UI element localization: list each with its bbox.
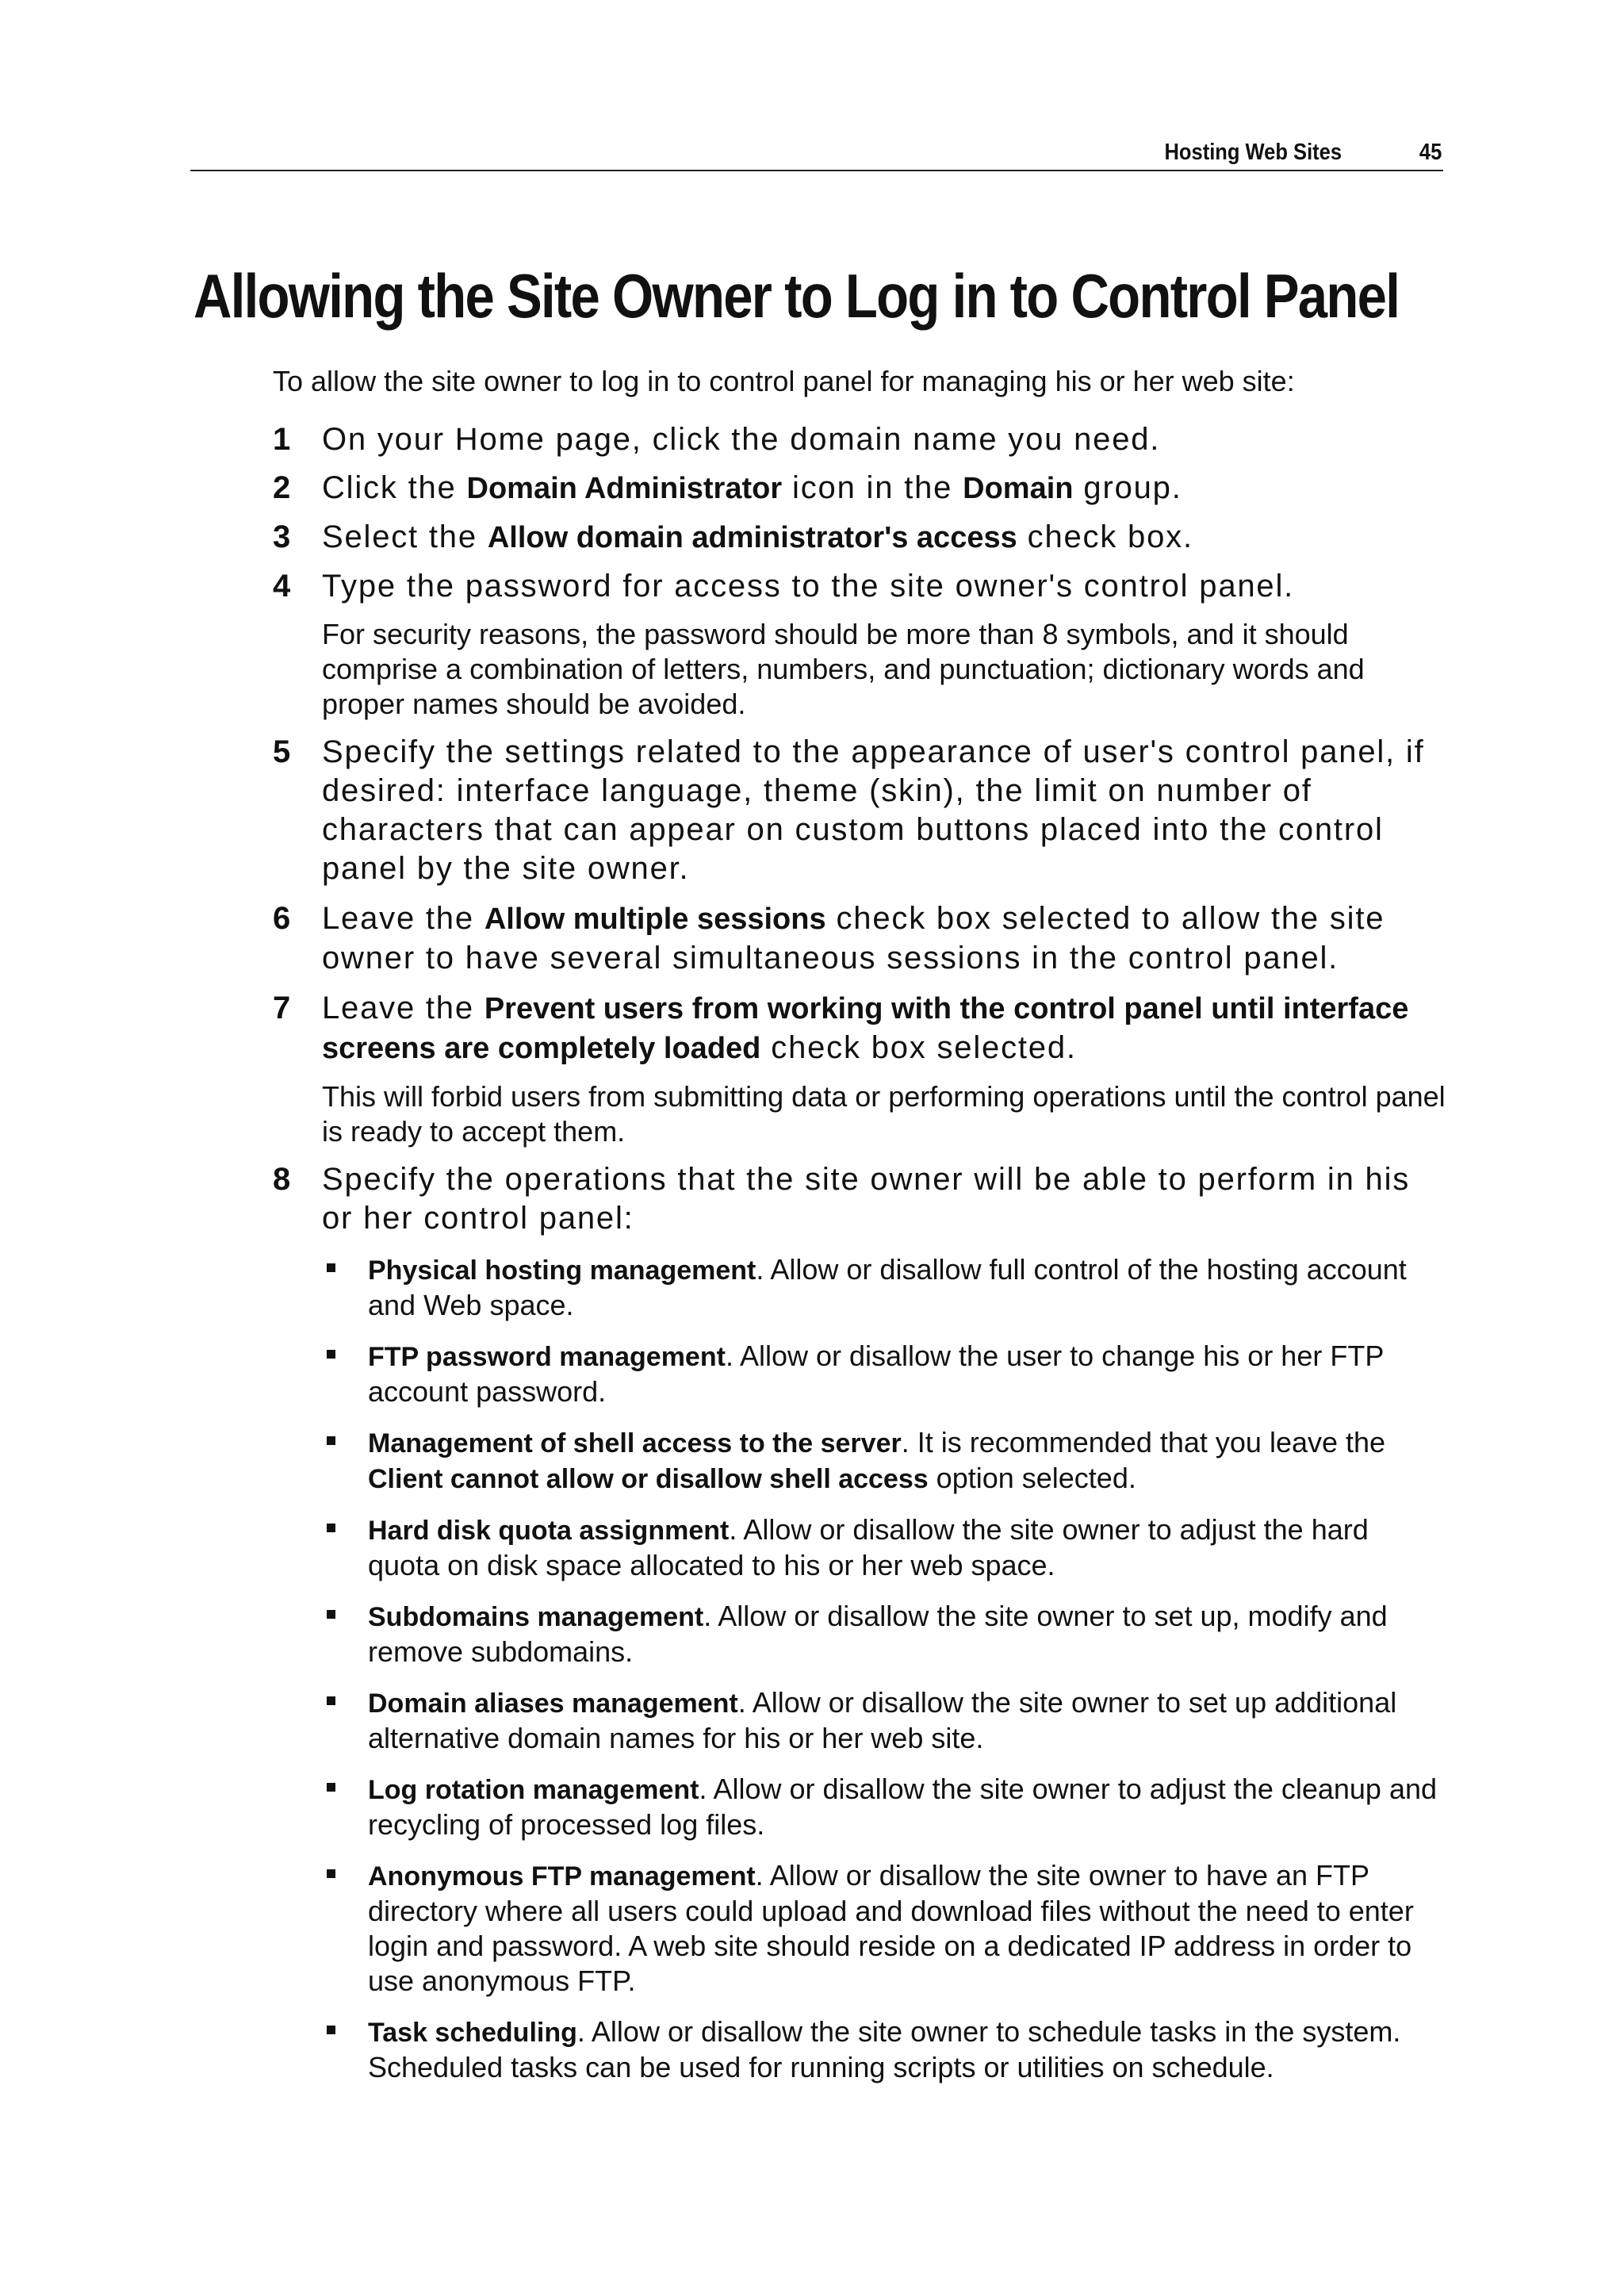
step-item — [273, 989, 1446, 1149]
ui-term: Domain — [963, 472, 1074, 505]
step-note: For security reasons, the password should be more than 8 symbols, and it should comprise a combination of letters, numbers, and punctuation; dictionary words and proper names should be avoided. — [322, 618, 1365, 720]
list-term: Anonymous FTP management — [368, 1861, 756, 1892]
list-item: Task scheduling. Allow or disallow the site owner to schedule tasks in the system. Scheduled tasks can be used for running scripts or utilities on schedule. — [322, 2014, 1446, 2085]
bullet-marker — [327, 1524, 335, 1532]
list-item: FTP password management. Allow or disallow the user to change his or her FTP account password. — [322, 1339, 1446, 1409]
step-number: 1 — [273, 422, 291, 457]
operations-list — [322, 1252, 1446, 2085]
step-text: Select the Allow domain administrator's access check box. — [322, 519, 1193, 554]
step-text: Click the Domain Administrator icon in the Domain group. — [322, 470, 1182, 505]
step-number: 2 — [273, 470, 291, 505]
bullet-marker — [327, 1436, 335, 1445]
step-number: 5 — [273, 734, 291, 769]
step-text: Specify the operations that the site owner will be able to perform in his or her control panel: — [322, 1162, 1411, 1236]
bullet-marker — [327, 1696, 335, 1705]
step-item — [273, 469, 1446, 508]
step-text: On your Home page, click the domain name you need. — [322, 422, 1161, 457]
list-term: Domain aliases management — [368, 1688, 738, 1719]
step-number: 8 — [273, 1162, 291, 1197]
bullet-marker — [327, 1610, 335, 1619]
intro-paragraph: To allow the site owner to log in to control panel for managing his or her web site: — [273, 365, 1295, 397]
step-item — [273, 567, 1446, 722]
step-item — [273, 733, 1446, 888]
ui-term: Allow multiple sessions — [484, 903, 826, 936]
ui-term: Domain Administrator — [466, 472, 783, 505]
running-header — [190, 135, 1443, 171]
page-number: 45 — [1419, 140, 1442, 165]
list-item: Hard disk quota assignment. Allow or disallow the site owner to adjust the hard quota on disk space allocated to his or her web space. — [322, 1512, 1446, 1583]
step-number: 6 — [273, 901, 291, 936]
list-term: Task scheduling — [368, 2018, 577, 2048]
step-text: Specify the settings related to the appearance of user's control panel, if desired: interface language, theme (skin), the limit on number of characters that can appear on custom buttons placed into the control panel by the site owner. — [322, 734, 1425, 886]
bullet-marker — [327, 2026, 335, 2034]
list-term: Log rotation management — [368, 1775, 699, 1805]
list-item: Physical hosting management. Allow or disallow full control of the hosting account and Web space. — [322, 1252, 1446, 1323]
list-term: FTP password management — [368, 1342, 726, 1372]
step-text: Leave the Prevent users from working with the control panel until interface screens are completely loaded check box selected. — [322, 991, 1409, 1065]
step-item — [273, 1160, 1446, 2085]
bullet-marker — [327, 1263, 335, 1272]
step-number: 4 — [273, 569, 291, 604]
step-number: 7 — [273, 991, 291, 1025]
list-item: Management of shell access to the server. It is recommended that you leave the Client cannot allow or disallow shell access option selected. — [322, 1425, 1446, 1497]
list-item: Subdomains management. Allow or disallow the site owner to set up, modify and remove subdomains. — [322, 1599, 1446, 1669]
list-term: Subdomains management — [368, 1602, 704, 1632]
page-title: Allowing the Site Owner to Log in to Control Panel — [193, 261, 1400, 331]
step-item — [273, 899, 1446, 978]
list-item: Log rotation management. Allow or disallow the site owner to adjust the cleanup and recycling of processed log files. — [322, 1772, 1446, 1842]
list-item: Domain aliases management. Allow or disallow the site owner to set up additional alternative domain names for his or her web site. — [322, 1685, 1446, 1756]
step-note: This will forbid users from submitting data or performing operations until the control panel is ready to accept them. — [322, 1080, 1446, 1148]
header-section-title: Hosting Web Sites — [1164, 140, 1342, 165]
list-item: Anonymous FTP management. Allow or disallow the site owner to have an FTP directory where all users could upload and download files without the need to enter login and password. A web site should reside on a dedicated IP address in order to use anonymous FTP. — [322, 1858, 1446, 1999]
procedure-steps — [273, 420, 1446, 2101]
bullet-marker — [327, 1350, 335, 1359]
step-text: Leave the Allow multiple sessions check box selected to allow the site owner to have several simultaneous sessions in the control panel. — [322, 901, 1385, 976]
list-term: Management of shell access to the server — [368, 1428, 902, 1458]
bullet-marker — [327, 1783, 335, 1792]
ui-term: Prevent users from working with the control panel until interface screens are completely loaded — [322, 992, 1409, 1065]
list-term: Physical hosting management — [368, 1255, 756, 1286]
ui-term: Allow domain administrator's access — [487, 521, 1017, 554]
step-item — [273, 518, 1446, 558]
list-term: Hard disk quota assignment — [368, 1516, 730, 1546]
step-number: 3 — [273, 519, 291, 554]
step-text: Type the password for access to the site owner's control panel. — [322, 569, 1295, 604]
bullet-marker — [327, 1869, 335, 1878]
list-term: Client cannot allow or disallow shell access — [368, 1464, 929, 1494]
step-item — [273, 420, 1446, 459]
